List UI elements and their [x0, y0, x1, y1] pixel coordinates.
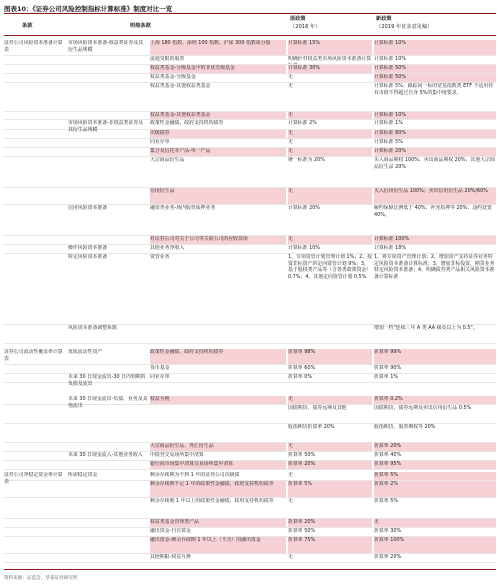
original-policy-cell: 统一标准为 20%: [288, 157, 325, 163]
original-policy-cell: 计算标准 10%: [288, 245, 320, 251]
header-original-year: （2016 年）: [290, 24, 321, 30]
new-policy-cell: 计算标准 80%: [374, 130, 496, 138]
original-policy-cell: 无: [288, 148, 372, 156]
original-policy-cell: 无: [288, 498, 293, 504]
detail-cell: 融出资金-剩余存续期 1 年以上（不含）的融出资金: [150, 537, 286, 553]
original-policy-cell: 计算标准 20%: [288, 205, 320, 211]
original-policy-cell: 明确针对权益类市场风险资本准备计算: [288, 56, 372, 62]
detail-cell: 剩余存续期为不到 1 年的证券公司次级债: [150, 472, 240, 478]
item-cell: 风险资本准备调整系数: [68, 325, 117, 331]
new-policy-cell: 国债期货、债券远期及卖出信用衍生品 0.5%: [374, 405, 472, 411]
header-new: 新政策: [376, 16, 392, 22]
new-policy-cell: 计算标准 18%: [374, 245, 406, 251]
row-divider: [4, 343, 496, 344]
detail-cell: 大宗商品衍生品、外汇衍生品: [150, 443, 286, 451]
original-policy-cell: 无: [288, 443, 372, 451]
item-cell: 操作风险资本准备: [68, 245, 108, 251]
new-policy-cell: 折算率 5%: [374, 498, 398, 504]
new-policy-cell: 折算率 40%: [374, 452, 402, 458]
new-policy-cell: 增加一档"连续三年 A 类 AA 级及以上为 0.5"。: [374, 325, 478, 331]
detail-cell: 权益类基金-其他权益类基金: [150, 112, 286, 119]
original-policy-cell: 无: [288, 554, 293, 560]
item-cell: 市场风险资本准备-非权益类证券及其衍生品规模: [68, 120, 144, 133]
header-category: 条款: [22, 23, 33, 29]
detail-cell: 权益互换: [150, 396, 286, 404]
figure-title: 图表10：《证券公司风险控制指标计算标准》制度对比一览: [4, 5, 173, 13]
detail-cell: 次级债券: [150, 130, 286, 138]
original-policy-cell: 无: [288, 236, 372, 244]
new-policy-cell: 计算标准 10%: [374, 56, 406, 62]
original-policy-cell: 1、专项资管计划管理计划 1%；2、投资非标资产的定向资管计划 9%；3、基于股权类产品等（含各类政策资金）0.7%；4、其他定向资管计划 0.5%: [288, 254, 372, 280]
detail-cell: 融出资金-自有资金: [150, 528, 191, 534]
new-policy-cell: 折算率 100%: [374, 537, 496, 553]
new-policy-cell: 股指期货、股票期权等 20%: [374, 424, 436, 430]
new-policy-cell: 无: [374, 519, 496, 527]
new-policy-cell: 计算标准 100%: [374, 236, 496, 244]
original-policy-cell: 无: [288, 130, 372, 138]
item-cell: 所需稳定资金: [68, 472, 98, 478]
new-policy-cell: 折算率 30%: [374, 528, 402, 534]
original-policy-cell: 无: [288, 472, 293, 478]
detail-cell: 上海 180 指数、深圳 100 指数、沪深 300 指数成分股: [150, 40, 286, 55]
new-policy-cell: 计算标准 5%；跟踪同一标的宽基指数类 ETF 不适用持有市值不得超过自身 5%的集中度要求。: [374, 83, 494, 96]
item-cell: 优质流动性资产: [68, 349, 103, 355]
detail-cell: 对证券公司对关于公司等关联公司的应收款项: [150, 236, 286, 244]
detail-cell: [150, 325, 286, 343]
detail-cell: 其他期限-权益互换: [150, 554, 191, 560]
detail-cell: 剩余存续期 1 年以上的政策性金融债、政府支持机构债等: [150, 498, 274, 504]
header-rule: [4, 35, 496, 36]
original-policy-cell: 折算率 75%: [288, 537, 372, 553]
category-cell: 证券公司风险资本准备计算表: [4, 40, 63, 53]
bottom-rule: [4, 569, 496, 570]
new-policy-cell: 折算率 99%: [374, 349, 496, 364]
new-policy-cell: 计算标准 1%: [374, 120, 403, 126]
detail-cell: 银行间市场集中清算交易场所集中清算: [150, 461, 286, 469]
original-policy-cell: 折算率 98%: [288, 349, 372, 364]
original-policy-cell: 无: [288, 74, 293, 80]
original-policy-cell: 计算标准 2%: [288, 120, 317, 126]
new-policy-cell: 折算率 20%: [374, 443, 496, 451]
item-cell: 市场风险资本准备-权益类证券及其衍生品规模: [68, 40, 144, 53]
detail-cell: [150, 424, 286, 442]
new-policy-cell: 计算标准 50%: [374, 65, 496, 73]
original-policy-cell: 计算标准 30%: [288, 65, 372, 73]
original-policy-cell: 折算率 50%: [288, 528, 316, 534]
original-policy-cell: 折算率 0%: [288, 374, 312, 380]
detail-cell: 大宗商品衍生品: [150, 157, 185, 163]
detail-cell: 货币基金: [150, 365, 170, 371]
new-policy-cell: 履约保障比例低于 40%；补充质押等 20%；违约处置 40%。: [374, 205, 492, 218]
new-policy-cell: 1、将专项资产管理计划；2、增加资产支持证券业务特定风险资本准备计算标准；3、增加非标投资、期货业务特定风险资本准备；4、明确债券类产品相关风险资本准备计算标准: [374, 254, 495, 280]
category-cell: 证券公司流动性覆盖率计算表: [4, 349, 63, 362]
detail-cell: 同业存单: [150, 139, 170, 145]
detail-cell: 同业存单: [150, 374, 170, 380]
new-policy-cell: 买入商品期权 100%；卖出商品期权 20%；其他大宗商品衍生品 20%: [374, 157, 495, 170]
item-cell: 未来 30 日现金流出-30 日内到期的负债及流出: [68, 374, 146, 387]
item-cell: 未来 30 日现金流出-负债、业务及其他流出: [68, 396, 148, 409]
original-policy-cell: 折算率 20%: [288, 461, 372, 469]
header-new-year: （2019 年征求意见稿）: [376, 24, 433, 30]
item-cell: 特定风险资本准备: [68, 254, 108, 260]
original-policy-cell: 国债期货、债券远期及其他: [288, 405, 347, 411]
new-policy-cell: 计算标准 10%: [374, 112, 496, 119]
new-policy-cell: 计算标准 20%: [374, 148, 496, 156]
original-policy-cell: 无: [288, 83, 293, 89]
new-policy-cell: 买入信用衍生品 100%；卖出信用衍生品 20%/60%: [374, 188, 496, 204]
detail-cell: 融资类业务-场内股票质押业务: [150, 205, 216, 211]
detail-cell: 权益类基金-分级基金: [150, 74, 196, 80]
new-policy-cell: 折算率 20%: [374, 554, 402, 560]
new-policy-cell: 计算标准 5%: [374, 139, 403, 145]
item-cell: 未来 30 日现金流入-其他业务收入: [68, 452, 143, 458]
original-policy-cell: 股指期货折算率 20%: [288, 424, 335, 430]
item-cell: 信用风险资本准备: [68, 205, 108, 211]
row-divider: [4, 469, 496, 470]
original-policy-cell: 折算率 60%: [288, 365, 316, 371]
new-policy-cell: 折算率 2%: [374, 481, 496, 497]
title-rule: [4, 13, 496, 14]
new-policy-cell: 折算率 95%: [374, 461, 496, 469]
detail-cell: 信用衍生品: [150, 188, 286, 204]
original-policy-cell: 折算率 20%: [288, 519, 372, 527]
detail-cell: 其他业务净收入: [150, 245, 185, 251]
detail-cell: [150, 405, 286, 423]
row-divider: [4, 562, 496, 563]
new-policy-cell: 折算率 5%: [374, 472, 496, 480]
detail-cell: 权益类基金-其他权益类基金: [150, 83, 211, 89]
original-policy-cell: 无: [288, 139, 293, 145]
original-policy-cell: 无: [288, 112, 372, 119]
detail-cell: 流通受限的股票: [150, 56, 185, 62]
header-item: 明细条款: [130, 23, 151, 29]
detail-cell: 权益类基金-分级基金中的非优先级基金: [150, 65, 286, 73]
detail-cell: 权益类基金管理类产品: [150, 519, 286, 527]
source-note: 资料来源：证监会，华泰证券研究所: [4, 576, 78, 581]
new-policy-cell: 折算率 1%: [374, 374, 398, 380]
header-original: 原政策: [290, 16, 306, 22]
category-cell: 证券公司净稳定资金率计算表: [4, 472, 63, 485]
detail-cell: 中债登交易场所集中清算: [150, 452, 204, 458]
new-policy-cell: 折算率 90%: [374, 365, 402, 371]
new-policy-cell: 计算标准 50%: [374, 74, 496, 82]
new-policy-cell: 折算率 0.2%: [374, 396, 496, 404]
detail-cell: 剩余存续期不足 1 年的政策性金融债、政府支持机构债等: [150, 481, 286, 497]
original-policy-cell: 折算率 50%: [288, 452, 316, 458]
original-policy-cell: 无: [288, 396, 372, 404]
detail-cell: 政策性金融债、政府支持机构债券: [150, 120, 224, 126]
detail-cell: 政策性金融债、政府支持机构债券: [150, 349, 286, 364]
detail-cell: 集合及信托等产品-单一产品: [150, 148, 286, 156]
original-policy-cell: 折算率 5%: [288, 481, 372, 497]
original-policy-cell: [288, 325, 372, 343]
original-policy-cell: 计算标准 15%: [288, 40, 372, 55]
original-policy-cell: 无: [288, 188, 372, 204]
detail-cell: 资管业务: [150, 254, 170, 260]
new-policy-cell: 计算标准 10%: [374, 40, 496, 55]
